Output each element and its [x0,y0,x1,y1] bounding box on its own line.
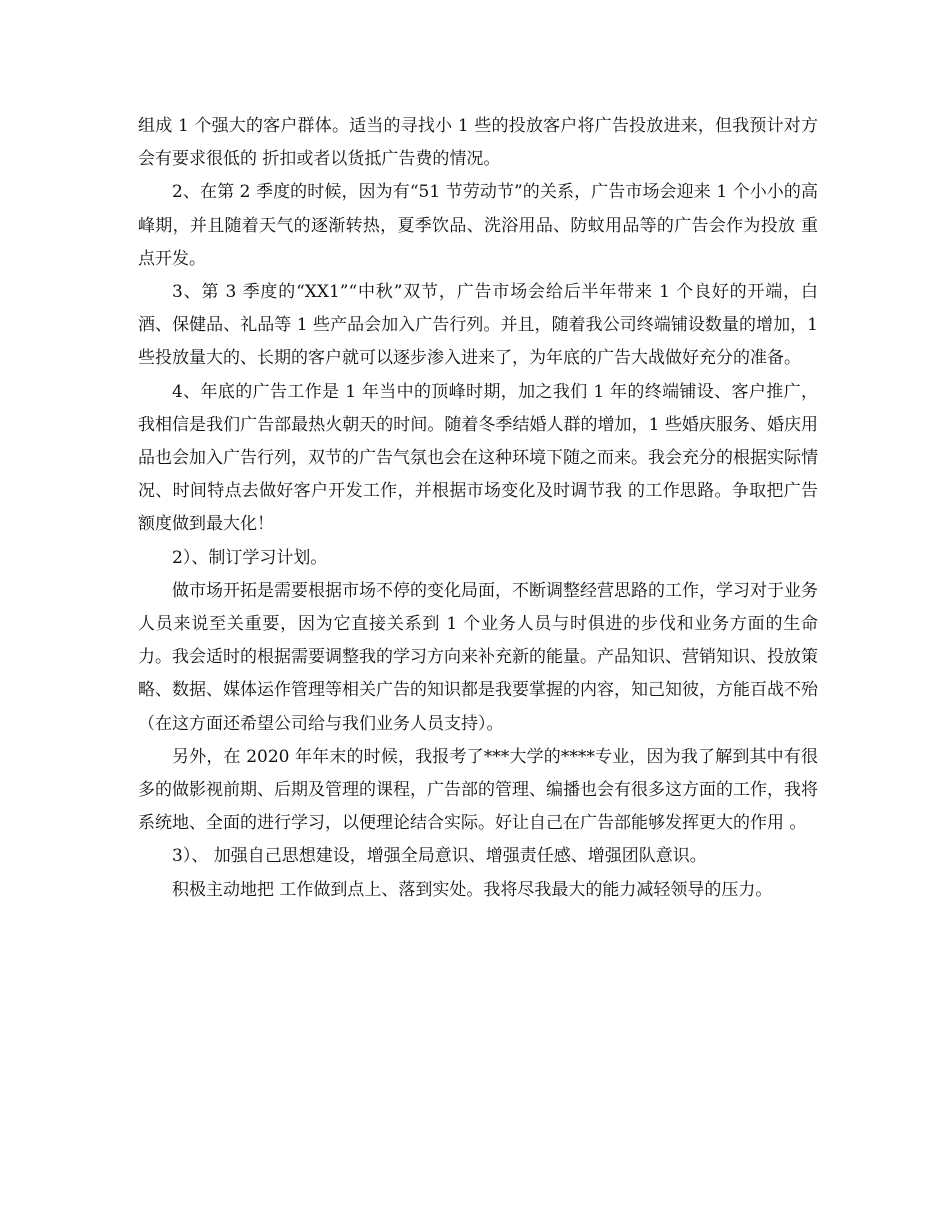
section-heading-ideology: 3）、 加强自己思想建设，增强全局意识、增强责任感、增强团队意识。 [172,846,707,867]
paragraph-q2-plan: 2、在第 2 季度的时候，因为有“51 节劳动节”的关系，广告市场会迎来 1 个小小的高峰期，并且随着天气的逐渐转热，夏季饮品、洗浴用品、防蚊用品等的广告会作为投放 重点开发。 [138,182,818,269]
paragraph-q3-plan: 3、第 3 季度的“XX1”“中秋”双节，广告市场会给后半年带来 1 个良好的开端，白酒、保健品、礼品等 1 些产品会加入广告行列。并且，随着我公司终端铺设数量的增加，1 些投放量大的、长期的客户就可以逐步渗入进来了，为年底的广告大战做好充分的准备。 [138,282,818,369]
paragraph-study-plan: 做市场开拓是需要根据市场不停的变化局面，不断调整经营思路的工作，学习对于业务人员来说至关重要，因为它直接关系到 1 个业务人员与时俱进的步伐和业务方面的生命力。我会适时的根据需要调整我的学习方向来补充新的能量。产品知识、营销知识、投放策略、数据、媒体运作管理等相关广告的知识都是我要掌握的内容，知己知彼，方能百战不殆（在这方面还希望公司给与我们业务人员支持）。 [138,580,818,734]
paragraph-year-end-plan: 4、年底的广告工作是 1 年当中的顶峰时期，加之我们 1 年的终端铺设、客户推广，我相信是我们广告部最热火朝天的时间。随着冬季结婚人群的增加，1 些婚庆服务、婚庆用品也会加入广告行列，双节的广告气氛也会在这种环境下随之而来。我会充分的根据实际情况、时间特点去做好客户开发工作，并根据市场变化及时调节我 的工作思路。争取把广告额度做到最大化！ [138,381,818,535]
paragraph-proactive-work: 积极主动地把 工作做到点上、落到实处。我将尽我最大的能力减轻领导的压力。 [172,879,773,900]
paragraph-further-study: 另外，在 2020 年年末的时候，我报考了***大学的****专业，因为我了解到其中有很多的做影视前期、后期及管理的课程，广告部的管理、编播也会有很多这方面的工作，我将系统地、全面的进行学习，以便理论结合实际。好让自己在广告部能够发挥更大的作用 。 [138,746,818,834]
paragraph-continuation: 组成 1 个强大的客户群体。适当的寻找小 1 些的投放客户将广告投放进来，但我预计对方会有要求很低的 折扣或者以货抵广告费的情况。 [138,116,818,170]
section-heading-study-plan: 2）、制订学习计划。 [172,547,328,568]
document-body [138,110,818,907]
